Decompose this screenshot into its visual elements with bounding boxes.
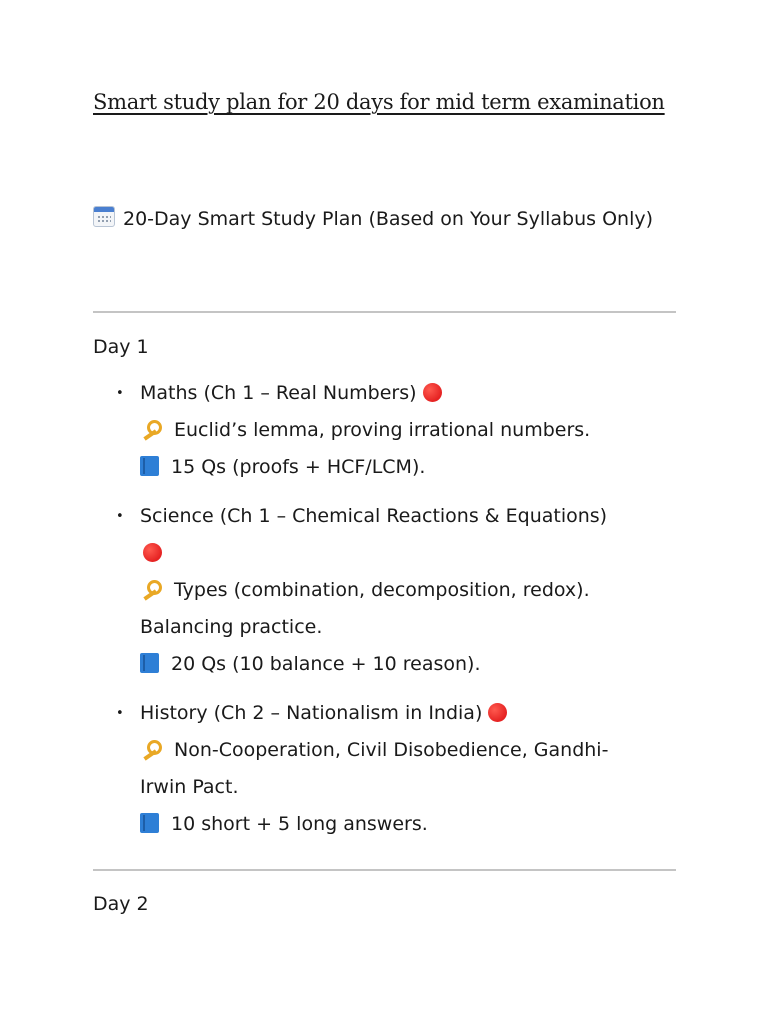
bullet: • [116,386,124,401]
subject-title: History (Ch 2 – Nationalism in India) [140,702,483,724]
blue-book-icon [140,813,159,833]
red-circle-icon [423,383,442,402]
key-points: Euclid’s lemma, proving irrational numbers. [174,419,591,441]
red-circle-icon [143,543,162,562]
bullet: • [116,706,124,721]
day-1-label: Day 1 [93,336,149,358]
practice-questions: 10 short + 5 long answers. [171,813,428,835]
day-2-label: Day 2 [93,893,149,915]
subject-item-science [93,498,693,683]
calendar-icon [93,206,115,227]
key-icon [140,579,164,599]
key-points: Non-Cooperation, Civil Disobedience, Gandhi-Irwin Pact. [140,739,609,798]
section-divider [93,869,676,871]
practice-questions: 20 Qs (10 balance + 10 reason). [171,653,481,675]
page-title: Smart study plan for 20 days for mid term examination [93,90,665,114]
section-divider [93,311,676,313]
day-1-subject-list [93,375,693,855]
practice-questions: 15 Qs (proofs + HCF/LCM). [171,456,426,478]
red-circle-icon [488,703,507,722]
subject-item-maths [93,375,693,486]
subject-title: Maths (Ch 1 – Real Numbers) [140,382,417,404]
plan-heading-text: 20-Day Smart Study Plan (Based on Your Syllabus Only) [123,208,654,230]
key-icon [140,739,164,759]
subject-item-history [93,695,693,843]
plan-heading [93,200,683,238]
subject-title: Science (Ch 1 – Chemical Reactions & Equations) [140,505,608,527]
key-icon [140,419,164,439]
key-points: Types (combination, decomposition, redox). Balancing practice. [140,579,590,638]
blue-book-icon [140,456,159,476]
blue-book-icon [140,653,159,673]
bullet: • [116,509,124,524]
